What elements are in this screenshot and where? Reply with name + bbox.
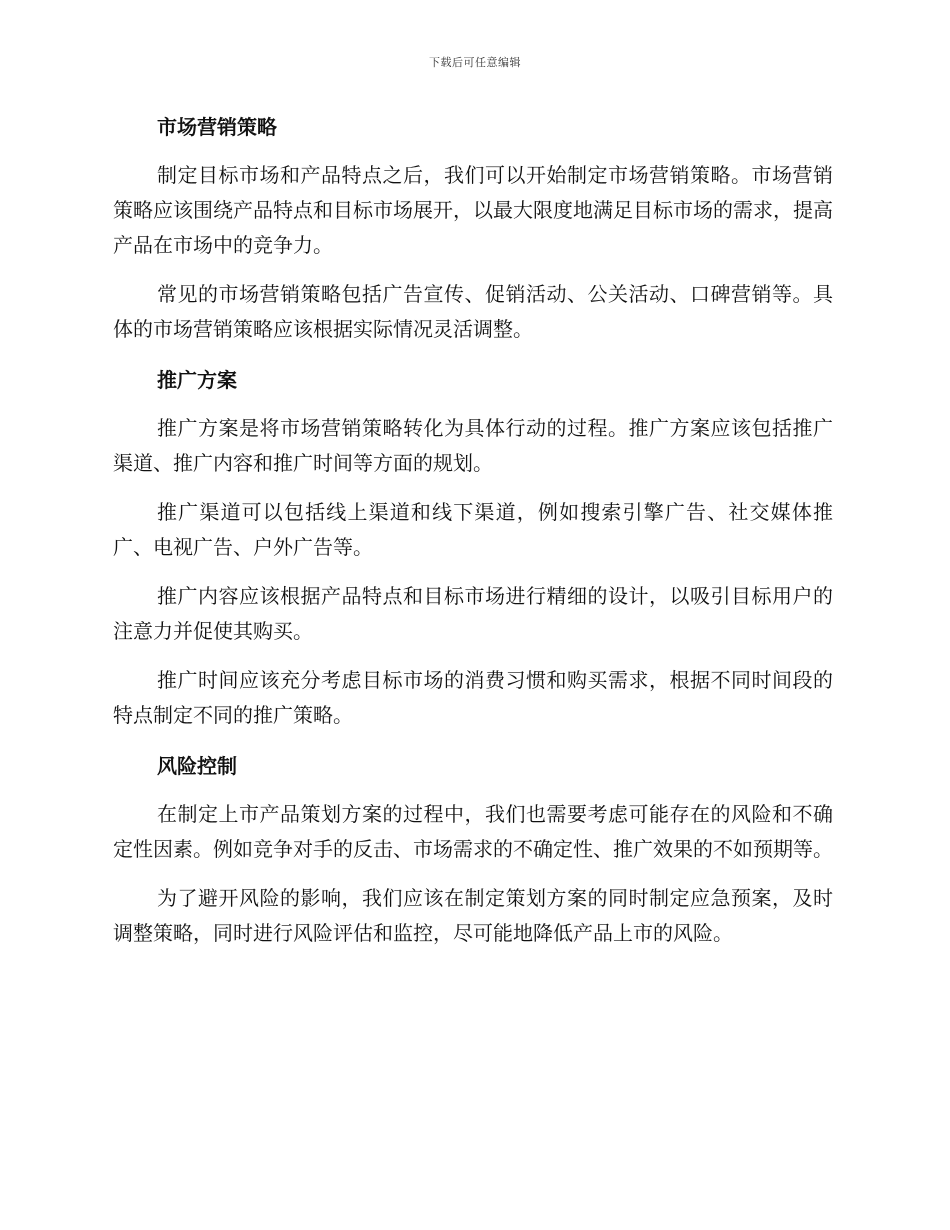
paragraph: 推广方案是将市场营销策略转化为具体行动的过程。推广方案应该包括推广渠道、推广内容和推广时间等方面的规划。: [113, 416, 833, 475]
section-heading: 风险控制: [157, 754, 237, 778]
paragraph: 推广渠道可以包括线上渠道和线下渠道，例如搜索引擎广告、社交媒体推广、电视广告、户外广告等。: [113, 500, 833, 559]
section-heading: 推广方案: [157, 368, 237, 392]
document-body: [113, 108, 833, 965]
section-risk-control: [113, 747, 833, 951]
paragraph: 制定目标市场和产品特点之后，我们可以开始制定市场营销策略。市场营销策略应该围绕产品特点和目标市场展开，以最大限度地满足目标市场的需求，提高产品在市场中的竞争力。: [113, 163, 833, 257]
paragraph: 为了避开风险的影响，我们应该在制定策划方案的同时制定应急预案，及时调整策略，同时进行风险评估和监控，尽可能地降低产品上市的风险。: [113, 886, 833, 945]
paragraph: 常见的市场营销策略包括广告宣传、促销活动、公关活动、口碑营销等。具体的市场营销策略应该根据实际情况灵活调整。: [113, 282, 833, 341]
paragraph: 推广时间应该充分考虑目标市场的消费习惯和购买需求，根据不同时间段的特点制定不同的推广策略。: [113, 668, 833, 727]
paragraph: 推广内容应该根据产品特点和目标市场进行精细的设计，以吸引目标用户的注意力并促使其购买。: [113, 584, 833, 643]
header-note: 下载后可任意编辑: [429, 56, 521, 69]
section-heading: 市场营销策略: [157, 115, 277, 139]
paragraph: 在制定上市产品策划方案的过程中，我们也需要考虑可能存在的风险和不确定性因素。例如竞争对手的反击、市场需求的不确定性、推广效果的不如预期等。: [113, 802, 833, 861]
section-promotion-plan: [113, 361, 833, 733]
section-marketing-strategy: [113, 108, 833, 347]
